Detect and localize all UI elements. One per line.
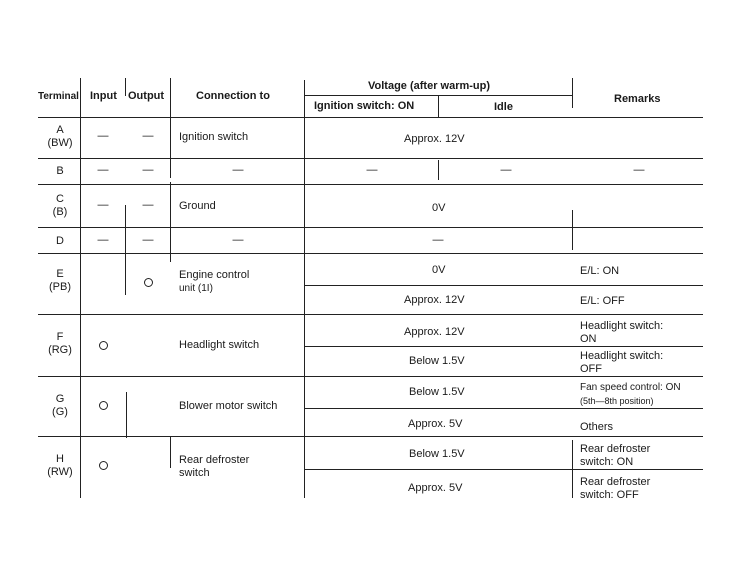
- wire-color-c: (B): [52, 206, 68, 218]
- remark-g-1-line2: (5th—8th position): [580, 396, 654, 406]
- connection-a: Ignition switch: [179, 131, 249, 143]
- idle-dash-b: —: [500, 164, 512, 176]
- voltage-f-1: Approx. 12V: [404, 326, 465, 338]
- terminal-e: E: [56, 268, 64, 280]
- remark-f-2-line1: Headlight switch:: [580, 350, 664, 362]
- voltage-h-2: Approx. 5V: [408, 482, 463, 494]
- voltage-g-2: Approx. 5V: [408, 418, 463, 430]
- input-dash-a: —: [97, 130, 109, 142]
- voltage-e-1: 0V: [432, 264, 446, 276]
- remark-f-1-line1: Headlight switch:: [580, 320, 664, 332]
- connection-dash-b: —: [232, 164, 244, 176]
- output-dash-b: —: [142, 164, 154, 176]
- header-terminal: Terminal: [38, 91, 79, 102]
- remark-g-1-line1: Fan speed control: ON: [580, 382, 681, 393]
- output-dash-d: —: [142, 234, 154, 246]
- remark-f-2-line2: OFF: [580, 363, 602, 375]
- connection-g: Blower motor switch: [179, 400, 278, 412]
- header-connection-to: Connection to: [196, 90, 270, 102]
- output-dash-c: —: [142, 199, 154, 211]
- wire-color-g: (G): [52, 406, 68, 418]
- remark-f-1-line2: ON: [580, 333, 597, 345]
- wire-color-f: (RG): [48, 344, 72, 356]
- terminal-a: A: [56, 124, 64, 136]
- voltage-a: Approx. 12V: [404, 133, 465, 145]
- output-dash-a: —: [142, 130, 154, 142]
- remark-e-1: E/L: ON: [580, 265, 620, 277]
- wire-color-h: (RW): [47, 466, 73, 478]
- header-input: Input: [90, 90, 117, 102]
- remark-h-2-line1: Rear defroster: [580, 476, 651, 488]
- remark-h-1-line2: switch: ON: [580, 456, 634, 468]
- input-dash-d: —: [97, 234, 109, 246]
- wire-color-e: (PB): [49, 281, 71, 293]
- voltage-dash-d: —: [432, 234, 444, 246]
- terminal-f: F: [56, 331, 64, 343]
- connection-e-line1: Engine control: [179, 269, 250, 281]
- connection-c: Ground: [179, 200, 216, 212]
- terminal-h: H: [56, 453, 64, 465]
- terminal-b: B: [56, 165, 64, 177]
- voltage-e-2: Approx. 12V: [404, 294, 465, 306]
- remark-e-2: E/L: OFF: [580, 295, 625, 307]
- input-circle-f: [99, 341, 108, 350]
- remarks-dash-b: —: [633, 164, 645, 176]
- terminal-c: C: [56, 193, 64, 205]
- connection-f: Headlight switch: [179, 339, 260, 351]
- input-dash-b: —: [97, 164, 109, 176]
- output-circle-e: [144, 278, 153, 287]
- remark-g-2: Others: [580, 421, 614, 433]
- voltage-h-1: Below 1.5V: [409, 448, 465, 460]
- voltage-f-2: Below 1.5V: [409, 355, 465, 367]
- connection-h-line2: switch: [179, 467, 210, 479]
- header-remarks: Remarks: [614, 93, 661, 105]
- input-dash-c: —: [97, 199, 109, 211]
- terminal-d: D: [56, 235, 64, 247]
- input-circle-h: [99, 461, 108, 470]
- header-output: Output: [128, 90, 165, 102]
- wire-color-a: (BW): [47, 137, 73, 149]
- connection-dash-d: —: [232, 234, 244, 246]
- connection-h-line1: Rear defroster: [179, 454, 250, 466]
- voltage-g-1: Below 1.5V: [409, 386, 465, 398]
- voltage-c: 0V: [432, 202, 446, 214]
- ign-on-dash-b: —: [366, 164, 378, 176]
- header-idle: Idle: [494, 101, 513, 113]
- connection-e-line2: unit (1I): [179, 283, 213, 294]
- header-voltage: Voltage (after warm-up): [368, 80, 491, 92]
- terminal-g: G: [55, 393, 65, 405]
- remark-h-1-line1: Rear defroster: [580, 443, 651, 455]
- input-circle-g: [99, 401, 108, 410]
- remark-h-2-line2: switch: OFF: [580, 489, 639, 501]
- header-ignition-on: Ignition switch: ON: [314, 100, 415, 112]
